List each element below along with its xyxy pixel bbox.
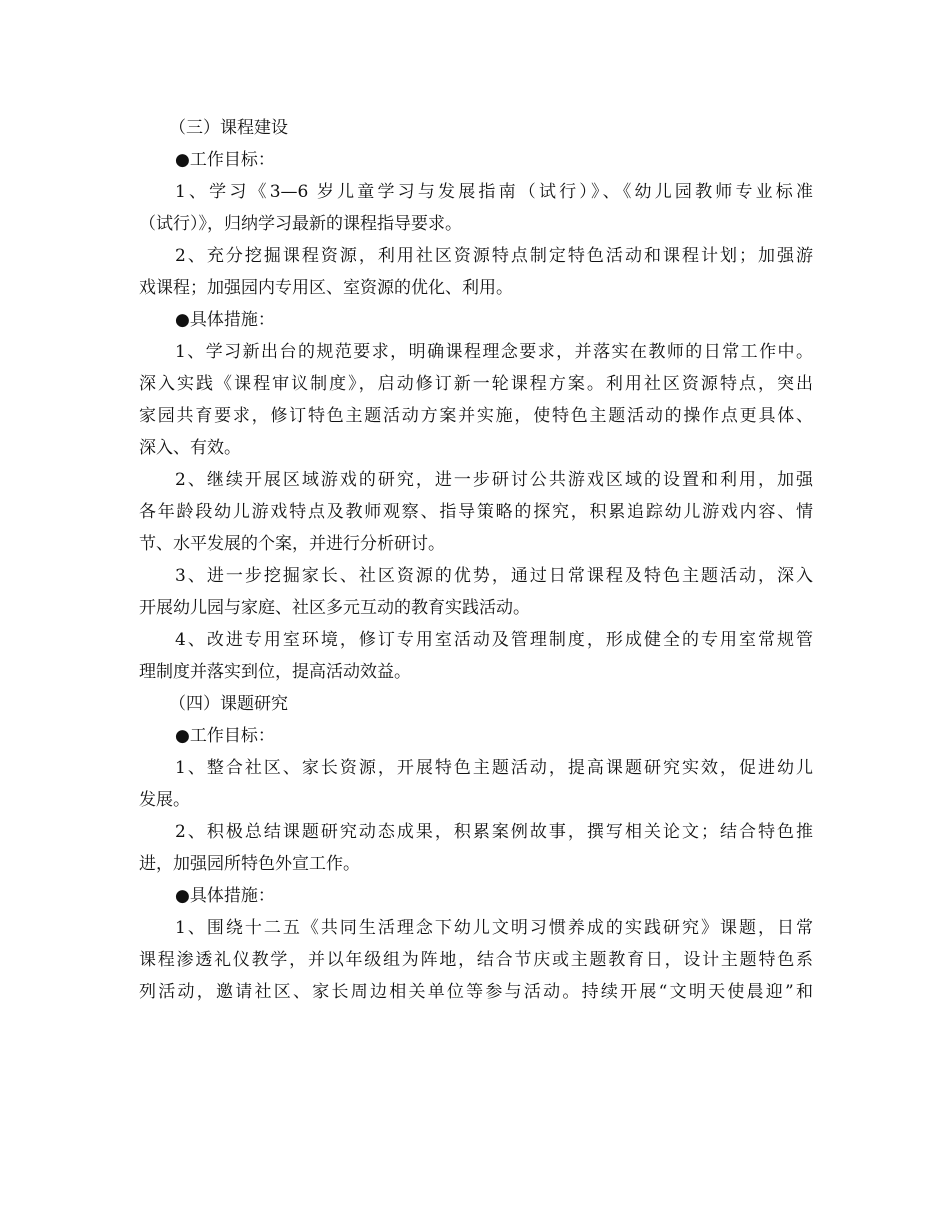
- goal-item: [139, 816, 813, 880]
- paragraph-line: 深入实践《课程审议制度》，启动修订新一轮课程方案。利用社区资源特点，突出: [139, 374, 813, 394]
- paragraph-line: 2、积极总结课题研究动态成果，积累案例故事，撰写相关论文；结合特色推: [175, 822, 813, 842]
- paragraph-line: 开展幼儿园与家庭、社区多元互动的教育实践活动。: [139, 598, 530, 618]
- measure-label: ●具体措施：: [175, 886, 275, 906]
- paragraph-line: 4、改进专用室环境，修订专用室活动及管理制度，形成健全的专用室常规管: [175, 630, 813, 650]
- paragraph-line: 家园共育要求，修订特色主题活动方案并实施，使特色主题活动的操作点更具体、: [139, 406, 813, 426]
- goal-label: ●工作目标：: [175, 150, 275, 170]
- section-heading-course-building: （三）课程建设: [169, 118, 288, 138]
- paragraph-line: 2、充分挖掘课程资源，利用社区资源特点制定特色活动和课程计划；加强游: [175, 246, 813, 266]
- paragraph-line: 3、进一步挖掘家长、社区资源的优势，通过日常课程及特色主题活动，深入: [175, 566, 813, 586]
- paragraph-line: 列活动，邀请社区、家长周边相关单位等参与活动。持续开展“文明天使晨迎”和: [139, 982, 813, 1002]
- document-page: [139, 112, 813, 1008]
- goal-item: [139, 240, 813, 304]
- paragraph-line: 深入、有效。: [139, 438, 241, 458]
- measure-item: [139, 624, 813, 688]
- paragraph-line: 各年龄段幼儿游戏特点及教师观察、指导策略的探究，积累追踪幼儿游戏内容、情: [139, 502, 813, 522]
- paragraph-line: 理制度并落实到位，提高活动效益。: [139, 662, 411, 682]
- goal-item: [139, 752, 813, 816]
- measure-label: ●具体措施：: [175, 310, 275, 330]
- measure-item: [139, 464, 813, 560]
- measure-item: [139, 912, 813, 1008]
- paragraph-line: 课程渗透礼仪教学，并以年级组为阵地，结合节庆或主题教育日，设计主题特色系: [139, 950, 813, 970]
- measure-item: [139, 336, 813, 464]
- section-heading-research: （四）课题研究: [169, 694, 288, 714]
- paragraph-line: 进，加强园所特色外宣工作。: [139, 854, 360, 874]
- paragraph-line: （试行）》，归纳学习最新的课程指导要求。: [139, 214, 462, 234]
- paragraph-line: 戏课程；加强园内专用区、室资源的优化、利用。: [139, 278, 513, 298]
- paragraph-line: 1、围绕十二五《共同生活理念下幼儿文明习惯养成的实践研究》课题，日常: [175, 918, 813, 938]
- goal-item: [139, 176, 813, 240]
- paragraph-line: 1、学习新出台的规范要求，明确课程理念要求，并落实在教师的日常工作中。: [175, 342, 813, 362]
- paragraph-line: 1、整合社区、家长资源，开展特色主题活动，提高课题研究实效，促进幼儿: [175, 758, 813, 778]
- paragraph-line: 2、继续开展区域游戏的研究，进一步研讨公共游戏区域的设置和利用，加强: [175, 470, 813, 490]
- paragraph-line: 节、水平发展的个案，并进行分析研讨。: [139, 534, 445, 554]
- paragraph-line: 发展。: [139, 790, 190, 810]
- measure-item: [139, 560, 813, 624]
- goal-label: ●工作目标：: [175, 726, 275, 746]
- paragraph-line: 1、学习《3—6 岁儿童学习与发展指南（试行）》、《幼儿园教师专业标准: [175, 182, 813, 202]
